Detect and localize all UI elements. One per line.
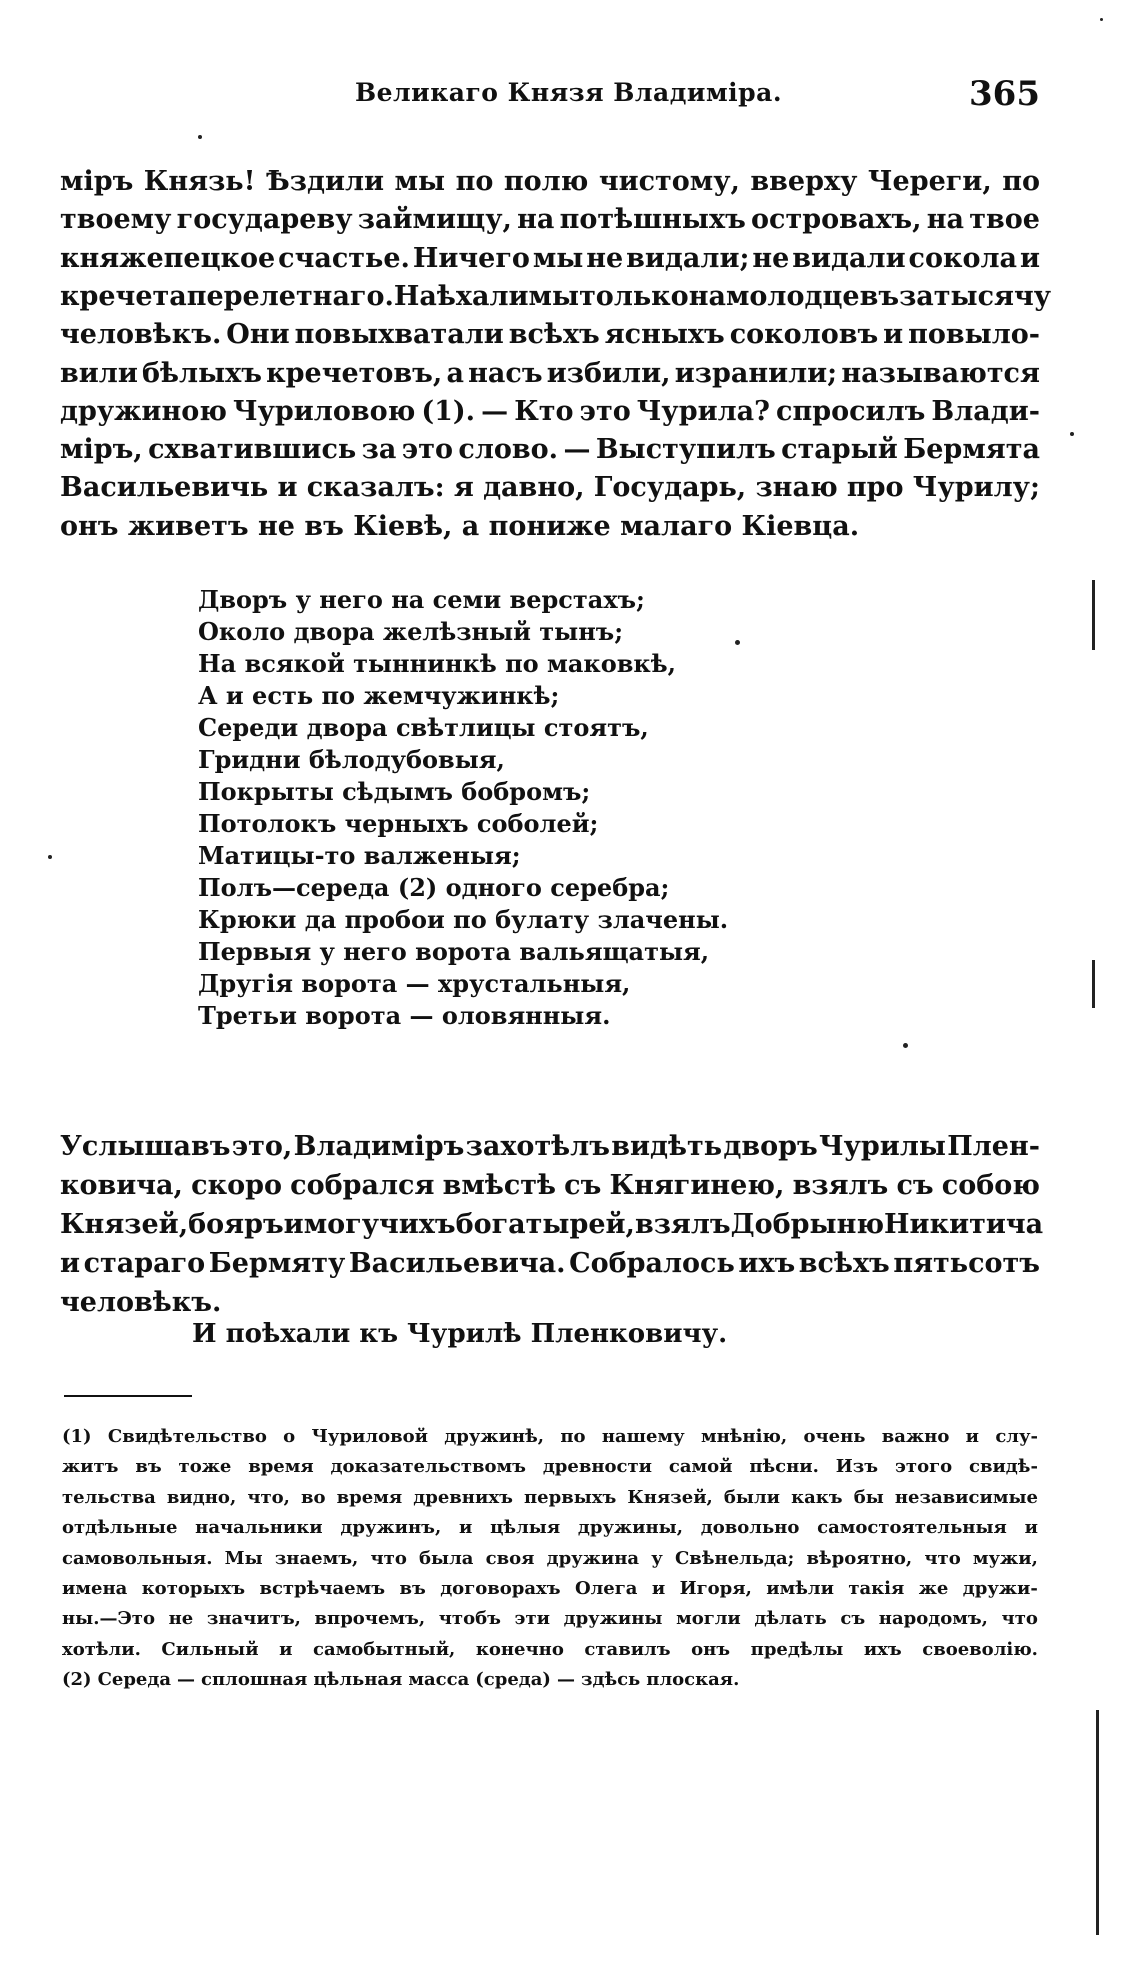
word: человѣкъ. [60, 1287, 222, 1318]
word: и [965, 1426, 979, 1447]
word: тысячу [933, 280, 1052, 312]
word: время [336, 1486, 403, 1508]
word: твое [969, 204, 1040, 236]
word: Васильевичь [60, 472, 269, 504]
word: Чурилы [818, 1131, 946, 1162]
word: свидѣ- [968, 1456, 1038, 1478]
word: Бермяту [208, 1248, 346, 1279]
word: самой [668, 1456, 733, 1478]
word: взялъ [634, 1209, 731, 1240]
word: Чурила? [636, 395, 770, 427]
word: повыхватали [294, 319, 504, 351]
word: княжепецкое [60, 242, 276, 274]
word: съ [896, 1170, 934, 1201]
word: Чуриловой [311, 1426, 428, 1447]
word: Княгинею, [609, 1170, 785, 1201]
word: цѣлыя [490, 1517, 561, 1539]
text-line [60, 318, 1040, 352]
verse-line: Гридни бѣлодубовыя, [198, 745, 505, 774]
word: счастье. [278, 242, 410, 274]
word: мы [528, 280, 580, 312]
word: ковича, [60, 1170, 183, 1201]
word: Государь, [593, 472, 747, 504]
scan-edge-mark [1092, 580, 1095, 650]
word: сокола [908, 242, 1018, 274]
word: Услышавъ [60, 1131, 231, 1162]
word: конечно [475, 1638, 564, 1660]
word: плоская. [646, 1669, 740, 1691]
word: значитъ, [206, 1608, 301, 1630]
word: масса [408, 1669, 470, 1691]
word: и [1019, 242, 1040, 274]
word: тоже [178, 1456, 232, 1478]
word: начальники [195, 1517, 323, 1539]
word: имена [62, 1578, 128, 1599]
word: Кіевца. [741, 510, 860, 542]
text-line [60, 1286, 1040, 1320]
word: бѣлыхъ [142, 357, 262, 389]
word: Ничего [412, 242, 530, 274]
page-number: 365 [969, 74, 1040, 114]
scan-speck [1070, 432, 1074, 436]
word: это, [231, 1131, 293, 1162]
text-line [60, 1208, 1044, 1242]
text-line [60, 1130, 1040, 1164]
word: на [926, 204, 965, 236]
word: мужи, [972, 1547, 1038, 1569]
word: что, [247, 1486, 290, 1508]
verse-line: Другія ворота — хрустальныя, [198, 969, 631, 998]
word: — [177, 1669, 196, 1691]
word: своя [485, 1547, 535, 1569]
word: кречетовъ, [266, 357, 443, 389]
word: — [481, 395, 509, 427]
word: (1). [421, 395, 476, 427]
footnote-line [62, 1576, 1038, 1602]
word: самобытный, [313, 1638, 456, 1660]
word: сплошная [201, 1669, 308, 1691]
word: перелетнаго. [186, 280, 394, 312]
word: это [579, 395, 631, 427]
text-line [60, 510, 1040, 544]
word: древнихъ [413, 1486, 513, 1508]
footnote-line [62, 1637, 1038, 1663]
word: дѣлать [754, 1608, 827, 1630]
word: только [579, 280, 689, 312]
word: не [168, 1608, 194, 1630]
word: молодцевъ [725, 280, 900, 312]
word: что [924, 1547, 961, 1569]
word: дружинѣ, [444, 1426, 545, 1447]
word: что [1001, 1608, 1038, 1630]
word: самостоятельныя [817, 1517, 1007, 1539]
word: знаемъ, [274, 1547, 359, 1569]
word: это [401, 434, 453, 466]
word: и [283, 1209, 304, 1240]
word: кречета [60, 280, 187, 312]
verse-line: Середи двора свѣтлицы стоятъ, [198, 713, 649, 742]
word: съ [840, 1608, 866, 1630]
word: дружина [546, 1547, 640, 1569]
word: этого [894, 1456, 953, 1478]
footnote-line [62, 1515, 1038, 1541]
word: Чурилу; [912, 472, 1040, 504]
word: вѣроятно, [806, 1547, 913, 1569]
word: дворъ [723, 1131, 818, 1162]
text-line [60, 280, 1052, 314]
word: схватившись [148, 434, 357, 466]
word: довольно [700, 1517, 800, 1539]
word: житъ [62, 1456, 119, 1478]
word: Середа [97, 1669, 172, 1691]
word: захотѣлъ [465, 1131, 610, 1162]
word: взялъ [792, 1170, 889, 1201]
word: вили [60, 357, 138, 389]
word: по [560, 1426, 586, 1447]
word: могли [676, 1608, 741, 1630]
word: давно, [483, 472, 585, 504]
word: слово. [458, 434, 559, 466]
word: пятьсотъ [893, 1248, 1040, 1279]
word: пониже [488, 510, 611, 542]
word: а [461, 510, 480, 542]
word: и [60, 1248, 81, 1279]
scan-speck [903, 1043, 908, 1048]
word: была [419, 1547, 474, 1569]
word: эти [514, 1608, 550, 1630]
word: по [1002, 166, 1040, 197]
word: Бермята [903, 434, 1040, 466]
scan-edge-mark [1092, 960, 1095, 1008]
word: онъ [60, 510, 119, 542]
verse-line: Полъ—середа (2) одного серебра; [198, 873, 670, 902]
word: въ [399, 1578, 426, 1599]
word: вмѣстѣ [442, 1170, 556, 1201]
word: а [446, 357, 464, 389]
word: пѣсни. [749, 1456, 819, 1478]
scan-speck [1100, 18, 1103, 21]
scan-edge-mark [1096, 1710, 1099, 1935]
verse-line: Потолокъ черныхъ соболей; [198, 809, 599, 838]
footnote-line [62, 1546, 1038, 1572]
word: были [723, 1486, 781, 1508]
word: цѣльная [313, 1669, 403, 1691]
word: бы [853, 1486, 884, 1508]
verse-line: Третьи ворота — оловянныя. [198, 1001, 611, 1030]
word: собою [941, 1170, 1040, 1201]
word: предѣлы [750, 1638, 844, 1660]
footnote-line [62, 1485, 1038, 1511]
word: Свѣнельда; [674, 1547, 795, 1569]
word: стараго [83, 1248, 206, 1279]
word: скоро [191, 1170, 282, 1201]
word: по [455, 166, 494, 197]
word: на [517, 204, 555, 236]
footnote-line [62, 1454, 1038, 1480]
word: и [277, 472, 298, 504]
word: такія [848, 1578, 905, 1599]
word: Добрыню [730, 1209, 885, 1240]
footnote-rule [64, 1395, 192, 1397]
word: Ѣздили [265, 166, 385, 197]
word: какъ [791, 1486, 843, 1508]
word: Влади- [931, 395, 1040, 427]
word: ихъ [863, 1638, 902, 1660]
word: и [279, 1638, 293, 1660]
word: соколовъ [729, 319, 879, 351]
word: полю [503, 166, 589, 197]
word: — [556, 1669, 575, 1691]
word: міръ [60, 166, 134, 197]
word: знаю [755, 472, 838, 504]
text-line [60, 357, 1040, 391]
word: дружины [563, 1608, 663, 1630]
footnote-line [62, 1424, 1038, 1450]
word: Князей, [627, 1486, 713, 1508]
verse-line: Матицы-то валженыя; [198, 841, 521, 870]
word: займищу, [357, 204, 512, 236]
word: (среда) [475, 1669, 551, 1691]
word: на [688, 280, 726, 312]
word: и [883, 319, 904, 351]
word: договорахъ [440, 1578, 561, 1599]
verse-line: Около двора желѣзный тынъ; [198, 617, 624, 646]
word: Свидѣтельство [107, 1426, 267, 1447]
word: видѣть [611, 1131, 723, 1162]
text-line [60, 242, 1040, 276]
word: Сильный [161, 1638, 259, 1660]
verse-line: Крюки да пробои по булату злачены. [198, 905, 729, 934]
word: важно [881, 1426, 950, 1447]
word: могучихъ [303, 1209, 456, 1240]
word: дружиною [60, 395, 227, 427]
word: человѣкъ. [60, 319, 222, 351]
text-line [60, 471, 1040, 505]
page-header [60, 74, 1040, 118]
word: встрѣчаемъ [259, 1578, 386, 1599]
verse-line: А и есть по жемчужинкѣ; [198, 681, 560, 710]
word: чистому, [598, 166, 740, 197]
closing-line: И поѣхали къ Чурилѣ Пленковичу. [192, 1319, 728, 1349]
word: сказалъ: [306, 472, 445, 504]
word: всѣхъ [508, 319, 600, 351]
verse-line: Дворъ у него на семи верстахъ; [198, 585, 645, 614]
word: вверху [750, 166, 858, 197]
word: Князь! [143, 166, 256, 197]
word: твоему [60, 204, 172, 236]
word: старый [781, 434, 898, 466]
word: Чуриловою [232, 395, 416, 427]
footnote-line [62, 1606, 1038, 1632]
word: о [283, 1426, 296, 1447]
word: государеву [176, 204, 353, 236]
word: Олега [574, 1578, 638, 1599]
word: Игоря, [679, 1578, 752, 1599]
word: въ [304, 510, 344, 542]
word: съ [564, 1170, 602, 1201]
word: мы [532, 242, 584, 274]
word: видно, [166, 1486, 237, 1508]
text-line [60, 1247, 1040, 1281]
word: избили, [546, 357, 671, 389]
word: дружины, [577, 1517, 683, 1539]
word: Владиміръ [293, 1131, 465, 1162]
word: отдѣльные [62, 1517, 178, 1539]
text-line [60, 165, 1040, 199]
text-line [60, 203, 1040, 237]
word: ны.—Это [62, 1608, 155, 1630]
word: дружинъ, [340, 1517, 442, 1539]
scan-speck [735, 640, 740, 645]
word: Кіевѣ, [353, 510, 453, 542]
text-line [60, 1169, 1040, 1203]
word: что [370, 1547, 407, 1569]
word: я [453, 472, 474, 504]
word: доказательствомъ [330, 1456, 526, 1478]
word: и [1024, 1517, 1038, 1539]
word: самовольныя. [62, 1547, 213, 1569]
verse-line: Первыя у него ворота вальящатыя, [198, 937, 710, 966]
word: Князей, [60, 1209, 189, 1240]
word: имѣли [766, 1578, 834, 1599]
word: за [899, 280, 934, 312]
running-title: Великаго Князя Владиміра. [355, 78, 783, 107]
word: Кто [514, 395, 574, 427]
word: Изъ [835, 1456, 879, 1478]
word: ясныхъ [604, 319, 725, 351]
word: время [248, 1456, 314, 1478]
word: во [301, 1486, 326, 1508]
word: живетъ [127, 510, 249, 542]
word: собрался [290, 1170, 435, 1201]
word: за [361, 434, 397, 466]
text-line [60, 433, 1040, 467]
word: Наѣхали [393, 280, 529, 312]
word: потѣшныхъ [559, 204, 746, 236]
word: независимые [894, 1486, 1038, 1508]
word: въ [135, 1456, 162, 1478]
word: Васильевича. [348, 1248, 566, 1279]
word: древности [542, 1456, 652, 1478]
scan-speck [198, 135, 202, 139]
word: дружи- [962, 1578, 1038, 1599]
word: (2) [62, 1669, 92, 1691]
word: Они [226, 319, 290, 351]
word: — [563, 434, 591, 466]
word: слу- [995, 1426, 1038, 1447]
word: называются [841, 357, 1040, 389]
word: Череги, [867, 166, 992, 197]
word: которыхъ [141, 1578, 246, 1599]
word: ихъ [738, 1248, 796, 1279]
word: онъ [691, 1638, 731, 1660]
word: насъ [468, 357, 543, 389]
word: не [586, 242, 624, 274]
word: у [651, 1547, 663, 1569]
word: здѣсь [580, 1669, 641, 1691]
scan-speck [48, 855, 52, 859]
word: и [651, 1578, 666, 1599]
word: Никитича [884, 1209, 1044, 1240]
word: хотѣли. [62, 1638, 141, 1660]
word: первыхъ [523, 1486, 617, 1508]
word: богатырей, [455, 1209, 635, 1240]
word: мы [394, 166, 446, 197]
word: же [918, 1578, 949, 1599]
word: про [846, 472, 904, 504]
word: чтобъ [438, 1608, 501, 1630]
word: видали [792, 242, 906, 274]
word: своеволію. [922, 1638, 1038, 1660]
text-line [60, 395, 1040, 429]
word: островахъ, [751, 204, 922, 236]
word: очень [803, 1426, 866, 1447]
word: ставилъ [584, 1638, 671, 1660]
word: народомъ, [878, 1608, 988, 1630]
word: Мы [224, 1547, 263, 1569]
word: Собралось [569, 1248, 735, 1279]
word: и [459, 1517, 473, 1539]
word: впрочемъ, [314, 1608, 426, 1630]
word: бояръ [188, 1209, 284, 1240]
word: видали; [626, 242, 750, 274]
word: мнѣнію, [700, 1426, 788, 1447]
word: спросилъ [776, 395, 926, 427]
word: изранили; [674, 357, 838, 389]
verse-line: На всякой тыннинкѣ по маковкѣ, [198, 649, 676, 678]
word: Выступилъ [595, 434, 776, 466]
word: Плен- [947, 1131, 1040, 1162]
word: нашему [601, 1426, 685, 1447]
word: міръ, [60, 434, 143, 466]
word: не [257, 510, 295, 542]
word: не [752, 242, 790, 274]
footnote-line [62, 1667, 1038, 1693]
word: повыло- [908, 319, 1040, 351]
verse-line: Покрыты сѣдымъ бобромъ; [198, 777, 591, 806]
word: малаго [620, 510, 733, 542]
word: тельства [62, 1486, 156, 1508]
word: (1) [62, 1426, 92, 1447]
word: всѣхъ [798, 1248, 890, 1279]
